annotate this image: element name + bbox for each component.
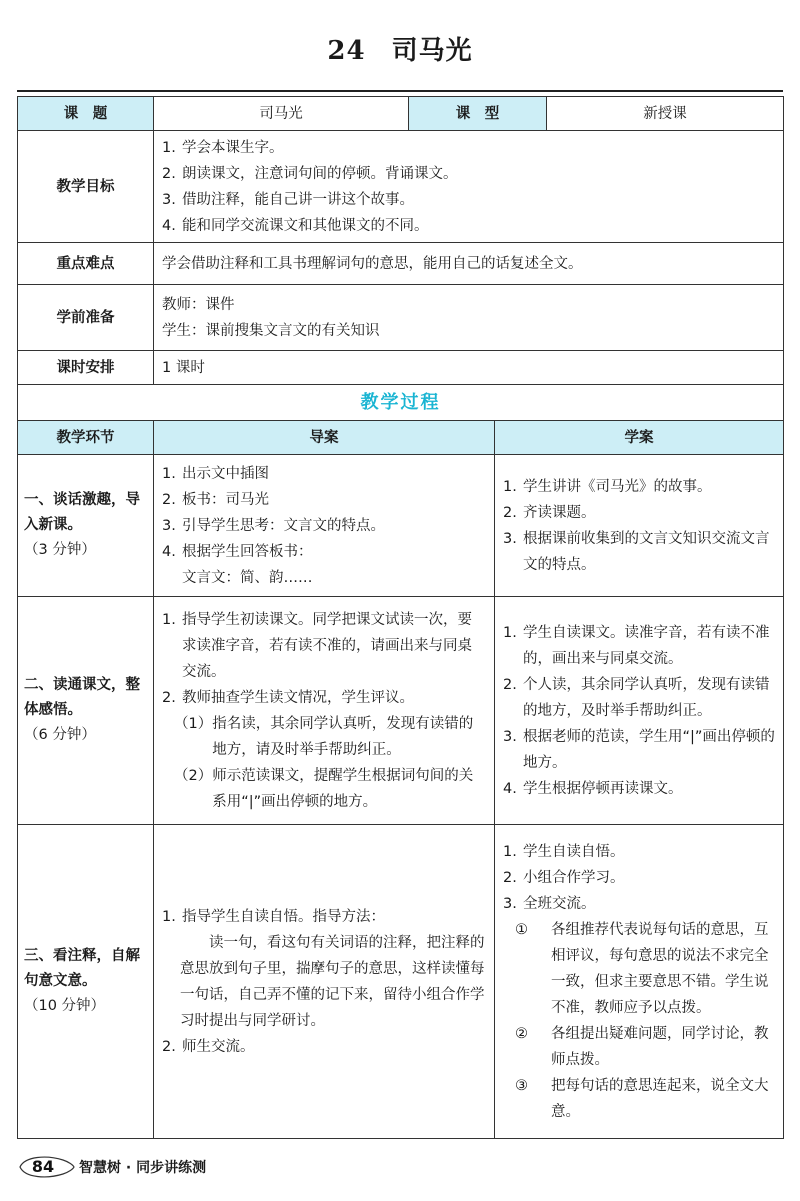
prep-teacher: 教师：课件 — [162, 296, 235, 313]
list-item — [162, 539, 486, 565]
list-item — [503, 891, 775, 917]
item-number: 2. — [503, 504, 517, 521]
page-number: 84 — [31, 1157, 55, 1176]
item-text: 引导学生思考：文言文的特点。 — [182, 517, 385, 534]
goals-cell — [154, 131, 784, 243]
topic-label: 课 题 — [18, 97, 154, 131]
step-2-guide-list — [162, 607, 486, 711]
list-item — [162, 607, 486, 685]
item-text: 根据老师的范读，学生用“|”画出停顿的地方。 — [523, 728, 775, 771]
item-text: 小组合作学习。 — [523, 869, 625, 886]
hours-value: 1 课时 — [154, 351, 784, 385]
list-item — [162, 135, 775, 161]
list-item — [162, 513, 486, 539]
list-item — [503, 500, 775, 526]
item-text: 学会本课生字。 — [182, 139, 284, 156]
page-footer — [17, 1153, 206, 1181]
step-3-guide-para: 读一句，看这句有关词语的注释，把注释的意思放到句子里，揣摩句子的意思，这样读懂每一句话，自己弄不懂的记下来，留待小组合作学习时提出与同学研讨。 — [180, 934, 485, 1029]
prep-cell — [154, 285, 784, 351]
key-label: 重点难点 — [18, 243, 154, 285]
lesson-title: 司马光 — [391, 36, 473, 66]
list-item — [162, 685, 486, 711]
list-item — [162, 487, 486, 513]
step-1-learn-list — [503, 474, 775, 578]
item-number: 3. — [503, 530, 517, 547]
step-1-guide — [154, 455, 495, 597]
item-text: 齐读课题。 — [523, 504, 596, 521]
row-process-header — [18, 421, 784, 455]
step-2-learn — [495, 597, 784, 825]
item-text: 学生讲讲《司马光》的故事。 — [523, 478, 712, 495]
item-text: 学生根据停顿再读课文。 — [523, 780, 683, 797]
item-text: 能和同学交流课文和其他课文的不同。 — [182, 217, 429, 234]
list-item — [503, 526, 775, 578]
step-2-title: 二、读通课文，整体感悟。 — [24, 677, 140, 718]
step-1-guide-extra: 文言文：简、韵…… — [182, 569, 313, 586]
item-number: 3. — [162, 191, 176, 208]
step-3-title: 三、看注释，自解句意文意。 — [24, 948, 140, 989]
item-number: 2. — [162, 1038, 176, 1055]
item-number: 1. — [503, 478, 517, 495]
item-number: 2. — [162, 165, 176, 182]
list-item — [162, 461, 486, 487]
row-key — [18, 243, 784, 285]
item-number: 1. — [162, 465, 176, 482]
item-text: 指导学生初读课文。同学把课文试读一次，要求读准字音，若有读不准的，请画出来与同桌交流。 — [182, 611, 472, 680]
sub-item — [162, 711, 486, 763]
lesson-plan-table — [17, 96, 784, 1139]
item-text: 根据学生回答板书： — [182, 543, 313, 560]
list-item — [162, 904, 486, 930]
footer-brand: 智慧树 · 同步讲练测 — [79, 1160, 207, 1176]
item-number: 3. — [503, 728, 517, 745]
sub-item — [162, 763, 486, 815]
sub-item-number: （1） — [174, 715, 213, 732]
lesson-number: 24 — [327, 36, 366, 66]
prep-student: 学生：课前搜集文言文的有关知识 — [162, 322, 380, 339]
item-number: 1. — [162, 139, 176, 156]
goals-list — [162, 135, 775, 239]
item-number: 1. — [162, 908, 176, 925]
sub-item — [503, 917, 775, 1021]
step-2-guide-sub — [162, 711, 486, 815]
item-text: 学生自读课文。读准字音，若有读不准的，画出来与同桌交流。 — [523, 624, 770, 667]
item-text: 朗读课文，注意词句间的停顿。背诵课文。 — [182, 165, 458, 182]
step-3-learn — [495, 825, 784, 1139]
type-value: 新授课 — [547, 97, 784, 131]
step-1-time: （3 分钟） — [24, 542, 96, 558]
item-number: 1. — [503, 624, 517, 641]
sub-item-number: ② — [515, 1025, 528, 1042]
item-number: 2. — [162, 491, 176, 508]
item-text: 出示文中插图 — [182, 465, 269, 482]
col-learn: 学案 — [495, 421, 784, 455]
row-topic — [18, 97, 784, 131]
item-number: 3. — [503, 895, 517, 912]
item-number: 2. — [503, 869, 517, 886]
col-step: 教学环节 — [18, 421, 154, 455]
list-item — [162, 187, 775, 213]
sub-item — [503, 1021, 775, 1073]
step-2-learn-list — [503, 620, 775, 802]
row-prep — [18, 285, 784, 351]
row-process-title — [18, 385, 784, 421]
list-item — [503, 724, 775, 776]
step-2-guide — [154, 597, 495, 825]
list-item — [162, 1034, 486, 1060]
list-item — [503, 865, 775, 891]
list-item — [503, 672, 775, 724]
process-title: 教学过程 — [18, 385, 784, 421]
sub-item-text: 把每句话的意思连起来，说全文大意。 — [551, 1077, 769, 1120]
sub-item-number: ③ — [515, 1077, 528, 1094]
item-text: 借助注释，能自己讲一讲这个故事。 — [182, 191, 414, 208]
step-1-guide-list — [162, 461, 486, 565]
step-1-label — [18, 455, 154, 597]
item-number: 4. — [162, 217, 176, 234]
page-title — [0, 30, 800, 67]
item-number: 2. — [162, 689, 176, 706]
item-number: 4. — [503, 780, 517, 797]
step-3-time: （10 分钟） — [24, 998, 106, 1014]
hours-label: 课时安排 — [18, 351, 154, 385]
row-goals — [18, 131, 784, 243]
item-text: 根据课前收集到的文言文知识交流文言文的特点。 — [523, 530, 770, 573]
key-value: 学会借助注释和工具书理解词句的意思，能用自己的话复述全文。 — [154, 243, 784, 285]
step-3-label — [18, 825, 154, 1139]
step-2-time: （6 分钟） — [24, 727, 96, 743]
item-number: 2. — [503, 676, 517, 693]
step-1-title: 一、谈话激趣，导入新课。 — [24, 492, 140, 533]
row-hours — [18, 351, 784, 385]
prep-label: 学前准备 — [18, 285, 154, 351]
list-item — [503, 474, 775, 500]
sub-item-text: 师示范读课文，提醒学生根据词句间的关系用“|”画出停顿的地方。 — [212, 767, 474, 810]
list-item — [503, 776, 775, 802]
row-step-1 — [18, 455, 784, 597]
item-text: 指导学生自读自悟。指导方法： — [182, 908, 385, 925]
item-text: 个人读，其余同学认真听，发现有读错的地方，及时举手帮助纠正。 — [523, 676, 770, 719]
step-3-learn-sub — [503, 917, 775, 1125]
list-item — [162, 213, 775, 239]
goals-label: 教学目标 — [18, 131, 154, 243]
sub-item-text: 指名读，其余同学认真听，发现有读错的地方，请及时举手帮助纠正。 — [212, 715, 474, 758]
list-item — [503, 620, 775, 672]
item-text: 全班交流。 — [523, 895, 596, 912]
step-3-learn-list — [503, 839, 775, 917]
step-3-guide-list — [162, 904, 486, 930]
item-number: 4. — [162, 543, 176, 560]
sub-item-text: 各组提出疑难问题，同学讨论，教师点拨。 — [551, 1025, 769, 1068]
step-3-guide-list-2 — [162, 1034, 486, 1060]
row-step-2 — [18, 597, 784, 825]
item-text: 板书：司马光 — [182, 491, 269, 508]
col-guide: 导案 — [154, 421, 495, 455]
title-rule — [17, 90, 783, 92]
item-number: 1. — [503, 843, 517, 860]
list-item — [503, 839, 775, 865]
sub-item-number: ① — [515, 921, 528, 938]
item-text: 教师抽查学生读文情况，学生评议。 — [182, 689, 414, 706]
row-step-3 — [18, 825, 784, 1139]
step-1-learn — [495, 455, 784, 597]
step-3-guide — [154, 825, 495, 1139]
step-2-label — [18, 597, 154, 825]
list-item — [162, 161, 775, 187]
topic-value: 司马光 — [154, 97, 409, 131]
sub-item — [503, 1073, 775, 1125]
item-number: 1. — [162, 611, 176, 628]
sub-item-number: （2） — [174, 767, 213, 784]
sub-item-text: 各组推荐代表说每句话的意思，互相评议，每句意思的说法不求完全一致，但求主要意思不错。学生说不准，教师应予以点拨。 — [551, 921, 769, 1016]
item-text: 学生自读自悟。 — [523, 843, 625, 860]
item-text: 师生交流。 — [182, 1038, 255, 1055]
type-label: 课 型 — [409, 97, 547, 131]
item-number: 3. — [162, 517, 176, 534]
page-number-badge — [17, 1154, 75, 1180]
